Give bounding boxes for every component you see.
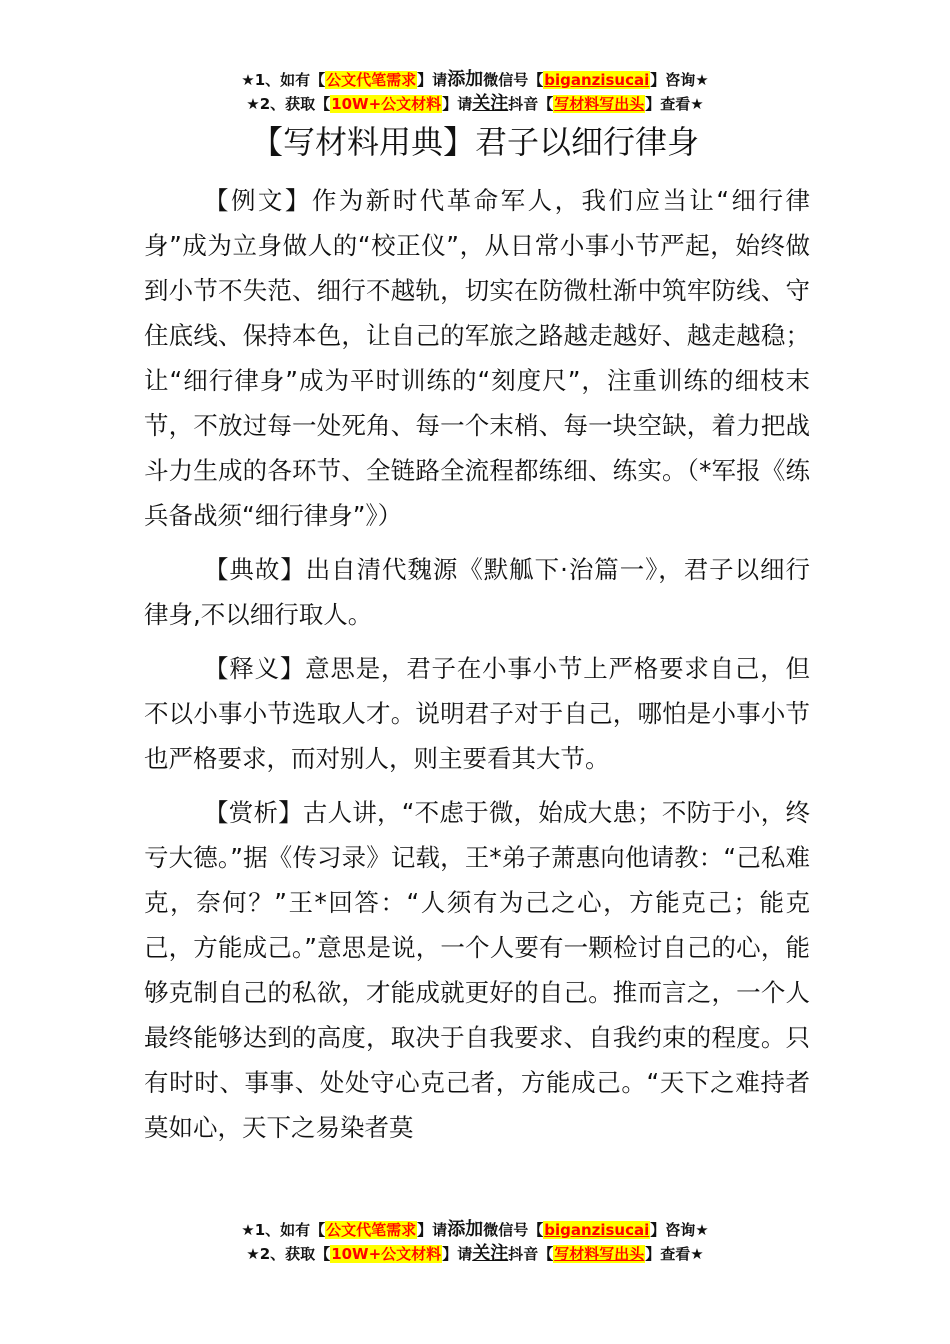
paragraph-allusion: 【典故】出自清代魏源《默觚下·治篇一》，君子以细行律身,不以细行取人。	[144, 555, 810, 629]
banner-text: ★1、如有【	[241, 71, 326, 89]
banner-emphasis: 关注	[472, 1243, 509, 1264]
paragraph-appreciation: 【赏析】古人讲，“不虑于微，始成大患；不防于小，终亏大德。”据《传习录》记载，王*弟子萧惠向他请教：“己私难克，奈何？”王*回答：“人须有为己之心，方能克己；能克己，方能成己。”意思是说，一个人要有一颗检讨自己的心，能够克制自己的私欲，才能成就更好的自己。推而言之，一个人最终能够达到的高度，取决于自我要求、自我约束的程度。只有时时、事事、处处守心克己者，方能成己。“天下之难持者莫如心，天下之易染者莫	[144, 798, 810, 1142]
banner-highlight: 公文代笔需求	[326, 71, 417, 89]
banner-text: ★1、如有【	[241, 1221, 326, 1239]
banner-emphasis: 添加	[447, 69, 484, 90]
banner-douyin-id: 写材料写出头	[554, 1245, 645, 1263]
banner-text: 微信号【	[483, 1221, 544, 1239]
banner-douyin-id: 写材料写出头	[554, 95, 645, 113]
banner-text: ★2、获取【	[246, 95, 331, 113]
page-fade	[0, 1192, 950, 1212]
paragraph-example: 【例文】作为新时代革命军人，我们应当让“细行律身”成为立身做人的“校正仪”，从日常小事小节严起，始终做到小节不失范、细行不越轨，切实在防微杜渐中筑牢防线、守住底线、保持本色，让自己的军旅之路越走越好、越走越稳；让“细行律身”成为平时训练的“刻度尺”，注重训练的细枝末节，不放过每一处死角、每一个末梢、每一块空缺，着力把战斗力生成的各环节、全链路全流程都练细、练实。（*军报《练兵备战须“细行律身”》）	[144, 186, 810, 530]
banner-text: 】请	[417, 71, 448, 89]
top-banner	[0, 68, 950, 116]
banner-text: 】咨询★	[650, 1221, 709, 1239]
banner-line-1	[0, 1218, 950, 1242]
banner-text: 抖音【	[508, 95, 554, 113]
banner-line-1	[0, 68, 950, 92]
banner-highlight: 10W+公文材料	[331, 95, 442, 113]
article-body	[144, 178, 810, 1159]
banner-text: 】请	[442, 95, 473, 113]
banner-text: 抖音【	[508, 1245, 554, 1263]
banner-text: 】咨询★	[650, 71, 709, 89]
banner-wechat-id: biganzisucai	[544, 1221, 650, 1239]
banner-text: 】请	[442, 1245, 473, 1263]
banner-highlight: 10W+公文材料	[331, 1245, 442, 1263]
banner-line-2	[0, 92, 950, 116]
bottom-banner	[0, 1218, 950, 1266]
banner-emphasis: 关注	[472, 93, 509, 114]
banner-text: ★2、获取【	[246, 1245, 331, 1263]
banner-text: 】查看★	[645, 95, 704, 113]
paragraph-meaning: 【释义】意思是，君子在小事小节上严格要求自己，但不以小事小节选取人才。说明君子对于自己，哪怕是小事小节也严格要求，而对别人，则主要看其大节。	[144, 654, 810, 773]
page-title: 【写材料用典】君子以细行律身	[250, 123, 699, 161]
banner-highlight: 公文代笔需求	[326, 1221, 417, 1239]
banner-text: 】请	[417, 1221, 448, 1239]
banner-text: 微信号【	[483, 71, 544, 89]
banner-emphasis: 添加	[447, 1219, 484, 1240]
banner-text: 】查看★	[645, 1245, 704, 1263]
banner-line-2	[0, 1242, 950, 1266]
banner-wechat-id: biganzisucai	[544, 71, 650, 89]
